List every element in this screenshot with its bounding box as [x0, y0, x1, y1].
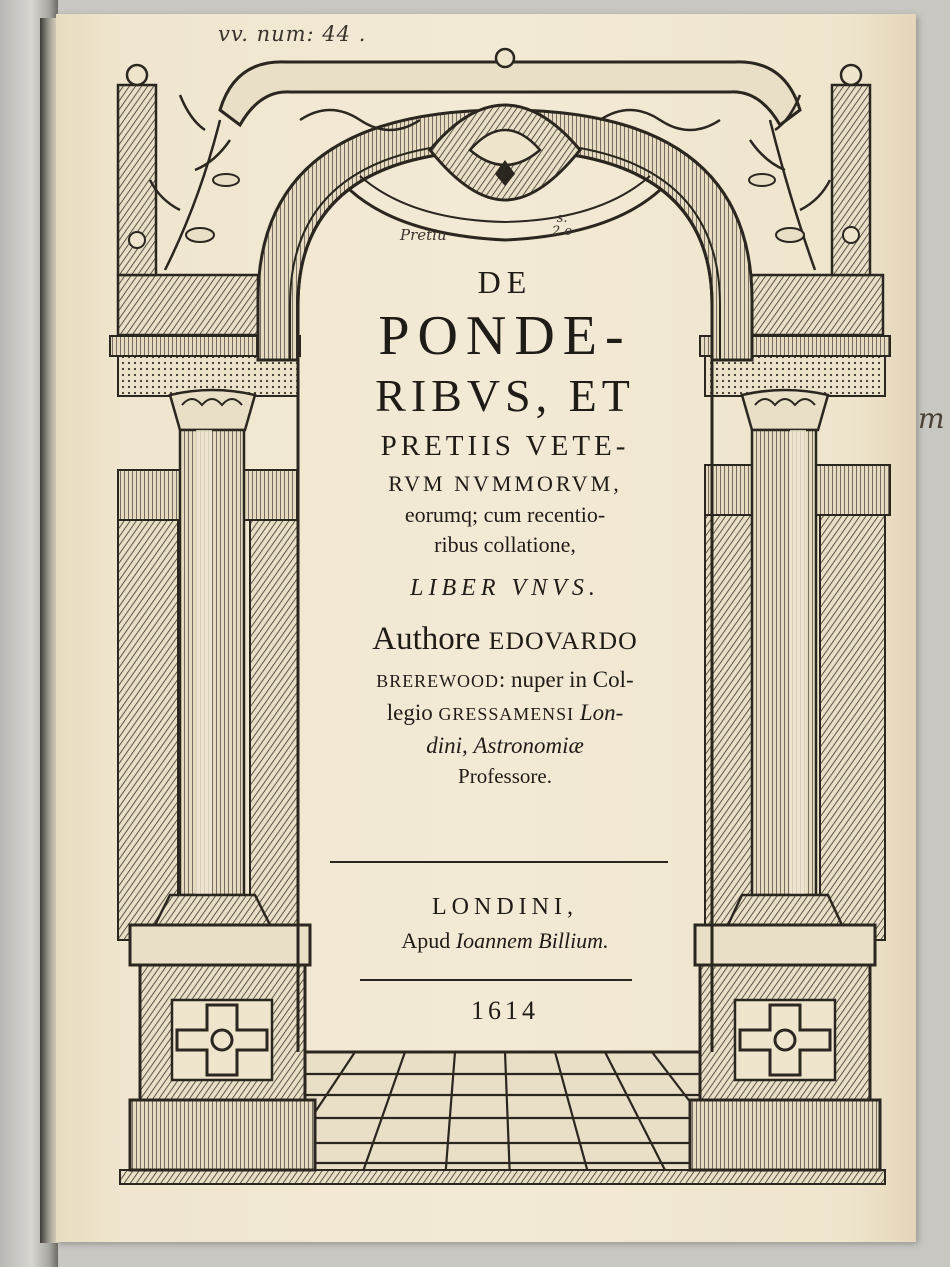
left-urn-foliage [118, 65, 239, 275]
imprint-block [300, 890, 710, 958]
college-line [300, 697, 710, 730]
title-line-ribus-collatione: ribus collatione, [434, 532, 576, 557]
publication-year: 1614 [471, 996, 539, 1025]
author-surname-rest: : nuper in Col- [498, 667, 634, 692]
upper-rule-divider [330, 861, 668, 863]
author-word: Authore [372, 621, 481, 657]
handwritten-margin-mark: m [918, 402, 945, 435]
college-legio: legio [386, 700, 433, 725]
title-line-ribus: RIBVS, ET [375, 370, 635, 421]
imprint-apud: Apud [401, 928, 451, 953]
professore-line: Professore. [458, 764, 552, 788]
right-column [690, 275, 890, 1170]
handwritten-shelfmark-note: vv. num: 44 . [218, 22, 367, 46]
astronomy-line [300, 730, 710, 762]
title-line-pretiis: PRETIIS VETE- [380, 430, 630, 462]
title-block [300, 262, 710, 790]
astronomiae-word: Astronomiæ [473, 733, 584, 758]
right-pedestal-cross-ornament [735, 1000, 835, 1080]
title-line-ponde: PONDE- [378, 305, 632, 367]
left-column [110, 275, 315, 1170]
imprint-printer-line [300, 924, 710, 958]
college-lon: Lon- [579, 700, 624, 725]
imprint-printer-name: Ioannem Billium. [455, 928, 609, 953]
author-surname: BREREWOOD [376, 671, 499, 691]
imprint-city: LONDINI, [432, 894, 578, 920]
handwritten-price-fraction [552, 212, 572, 238]
dini-word: dini, [426, 733, 468, 758]
author-line [300, 616, 710, 664]
price-fraction-bottom: 2 o [552, 224, 573, 239]
author-surname-line [300, 664, 710, 697]
title-line-de: DE [477, 264, 533, 300]
price-fraction-top: s. [556, 211, 568, 226]
title-line-liber-vnvs: LIBER VNVS. [410, 575, 600, 601]
lower-rule-divider [360, 979, 632, 981]
handwritten-price-note: Pretiu [400, 226, 447, 244]
left-pedestal-cross-ornament [172, 1000, 272, 1080]
college-gressamensi: GRESSAMENSI [438, 704, 575, 724]
author-first-name: EDOVARDO [488, 626, 638, 655]
title-line-eorumq: eorumq; cum recentio- [404, 502, 606, 527]
title-line-rvm-nvmmorvm: RVM NVMMORVM, [388, 471, 622, 496]
